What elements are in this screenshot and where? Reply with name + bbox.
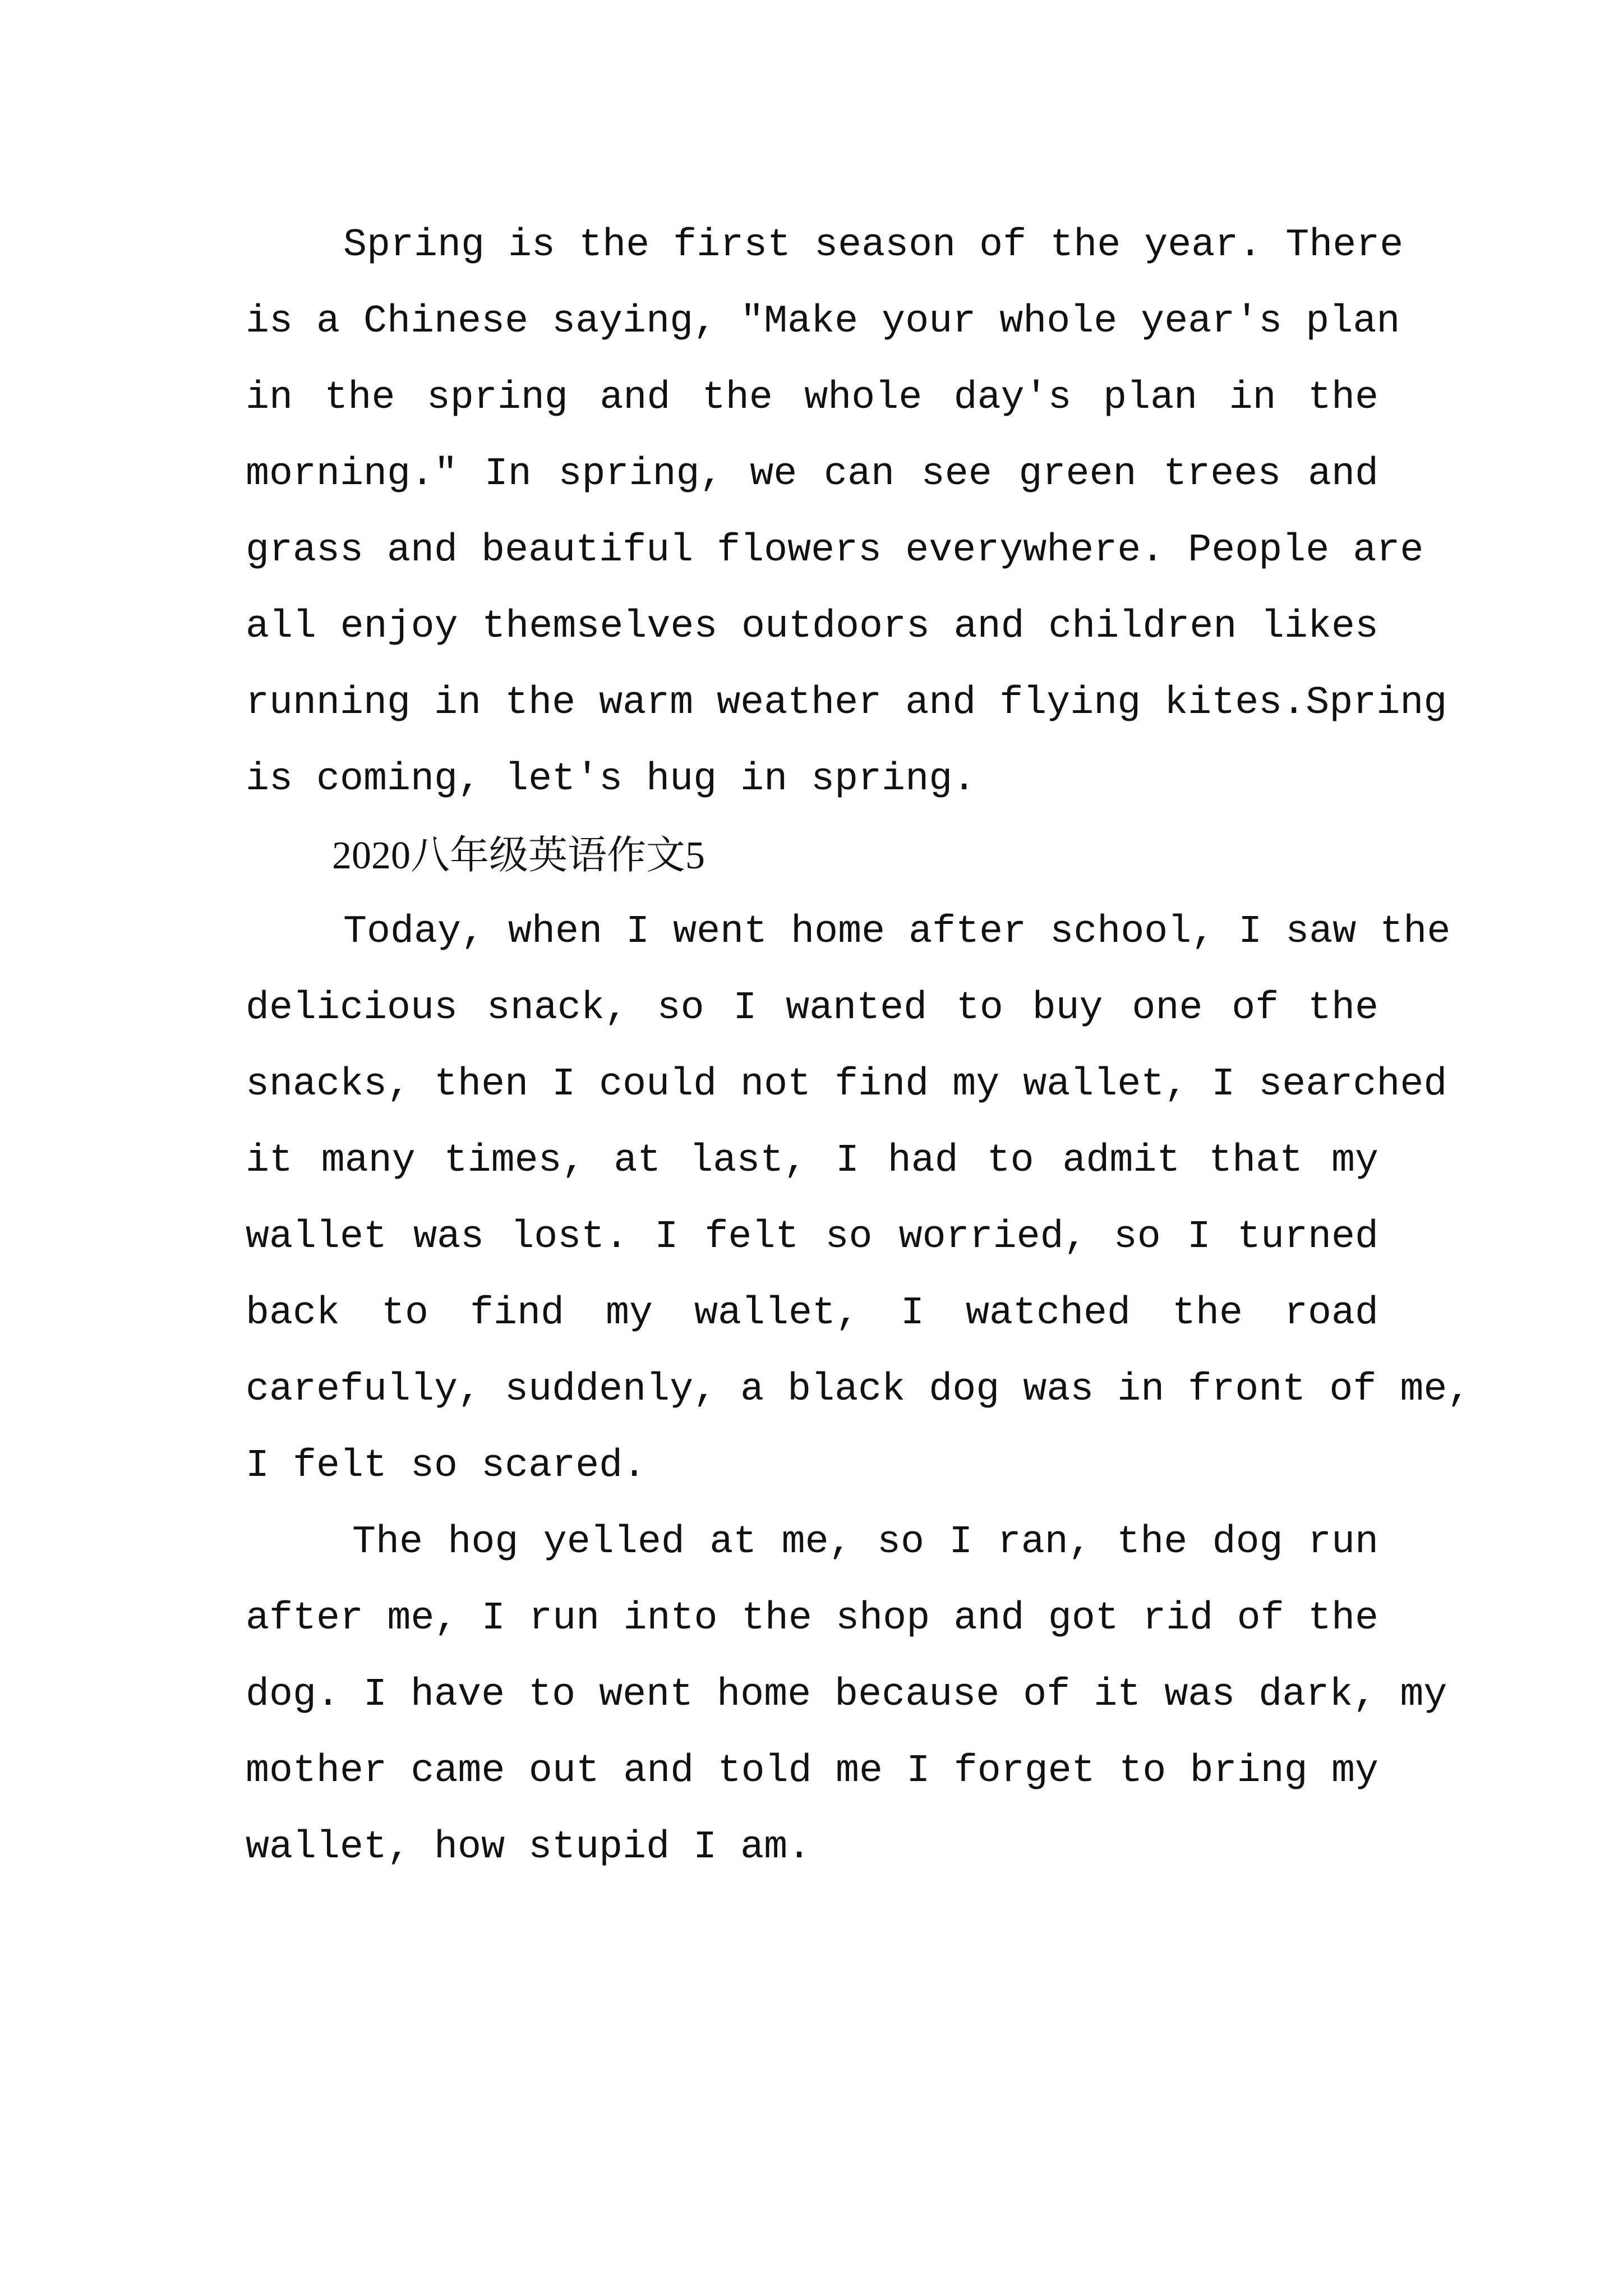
paragraph-line: it many times, at last, I had to admit that my [246, 1139, 1378, 1183]
paragraph-line: wallet, how stupid I am. [246, 1825, 811, 1870]
paragraph-line: I felt so scared. [246, 1444, 647, 1488]
paragraph-line: morning." In spring, we can see green trees and [246, 452, 1378, 496]
paragraph-line: running in the warm weather and flying kites.Spring [246, 681, 1447, 725]
paragraph-line: back to find my wallet, I watched the road [246, 1291, 1378, 1336]
paragraph-line: snacks, then I could not find my wallet, I searched [246, 1062, 1447, 1107]
paragraph-line: is a Chinese saying, "Make your whole year's plan [246, 300, 1400, 344]
paragraph-line: Today, when I went home after school, I saw the [343, 910, 1451, 954]
essay-heading: 2020八年级英语作文5 [332, 834, 705, 877]
paragraph-line: carefully, suddenly, a black dog was in front of me, [246, 1368, 1471, 1412]
paragraph-line: grass and beautiful flowers everywhere. People are [246, 528, 1424, 573]
paragraph-line: after me, I run into the shop and got rid of the [246, 1596, 1378, 1641]
paragraph-line: wallet was lost. I felt so worried, so I turned [246, 1215, 1378, 1259]
paragraph-line: dog. I have to went home because of it was dark, my [246, 1673, 1447, 1717]
paragraph-line: The hog yelled at me, so I ran, the dog run [352, 1520, 1378, 1565]
paragraph-line: in the spring and the whole day's plan in the [246, 376, 1378, 420]
paragraph-line: mother came out and told me I forget to bring my [246, 1749, 1378, 1793]
paragraph-line: is coming, let's hug in spring. [246, 757, 976, 802]
paragraph-line: Spring is the first season of the year. There [343, 223, 1404, 268]
paragraph-line: delicious snack, so I wanted to buy one of the [246, 986, 1378, 1030]
paragraph-line: all enjoy themselves outdoors and children likes [246, 605, 1378, 649]
